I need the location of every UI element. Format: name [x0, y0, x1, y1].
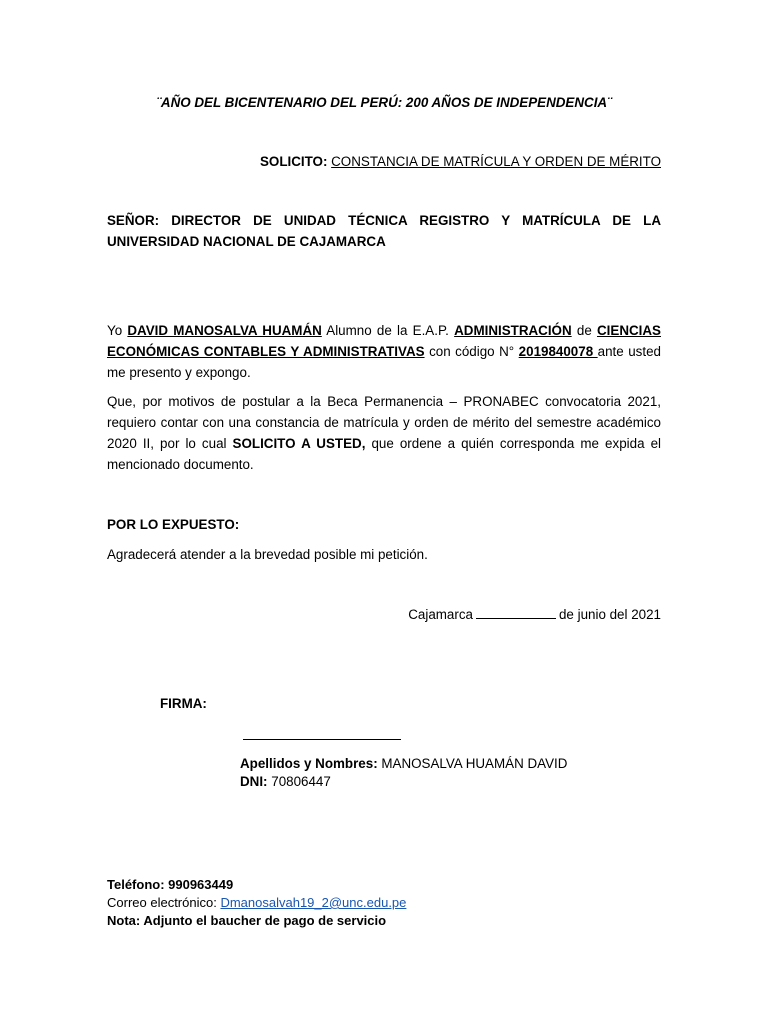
student-name: DAVID MANOSALVA HUAMÁN: [127, 323, 322, 338]
intro-text-5: ante usted me presento y expongo.: [107, 344, 661, 380]
addressee: [107, 210, 661, 252]
solicito-line: [260, 151, 661, 172]
date-city: Cajamarca: [408, 607, 473, 622]
date-line: [408, 604, 661, 625]
expuesto-heading: [107, 514, 239, 535]
solicito-value: CONSTANCIA DE MATRÍCULA Y ORDEN DE MÉRITO: [331, 154, 661, 169]
email-label: Correo electrónico:: [107, 895, 221, 910]
names-label: Apellidos y Nombres:: [240, 756, 378, 771]
email-link[interactable]: Dmanosalvah19_2@unc.edu.pe: [220, 895, 407, 910]
intro-paragraph: [107, 320, 661, 383]
dni-line: [240, 771, 331, 792]
note-value: Adjunto el baucher de pago de servicio: [143, 913, 387, 928]
note-label: Nota:: [107, 913, 144, 928]
intro-text-1: Yo: [107, 323, 128, 338]
dni-label: DNI:: [240, 774, 268, 789]
phone-value: 990963449: [168, 877, 234, 892]
phone-label: Teléfono:: [107, 877, 169, 892]
solicito-label: SOLICITO:: [259, 154, 332, 169]
intro-text-2: Alumno de la E.A.P.: [321, 323, 455, 338]
request-paragraph: [107, 391, 661, 475]
expuesto-text: POR LO EXPUESTO:: [107, 517, 240, 532]
dni-value: 70806447: [267, 774, 331, 789]
thanks-text: Agradecerá atender a la brevedad posible mi petición.: [107, 547, 428, 562]
signature-line: [243, 739, 401, 740]
faculty-name: CIENCIAS ECONÓMICAS CONTABLES Y ADMINISTRATIVAS: [107, 323, 661, 359]
career-name: ADMINISTRACIÓN: [454, 323, 572, 338]
thanks-line: [107, 544, 428, 565]
request-text-2: que ordene a quién corresponda me expida el mencionado documento.: [107, 436, 661, 472]
email-line: [107, 894, 406, 912]
motto-heading: [0, 92, 768, 113]
names-value: MANOSALVA HUAMÁN DAVID: [377, 756, 568, 771]
intro-text-4: con código N°: [424, 344, 519, 359]
request-bold: SOLICITO A USTED,: [232, 436, 366, 451]
date-blank: [476, 605, 556, 619]
request-text-1: Que, por motivos de postular a la Beca Permanencia – PRONABEC convocatoria 2021, requiero contar con una constancia de matrícula y orden de mérito del semestre académico 2020 II, por lo cual: [107, 394, 661, 451]
phone-line: [107, 876, 233, 894]
note-line: [107, 912, 386, 930]
intro-text-3: de: [571, 323, 597, 338]
motto-text: ¨AÑO DEL BICENTENARIO DEL PERÚ: 200 AÑOS DE INDEPENDENCIA¨: [156, 95, 612, 110]
addressee-text: SEÑOR: DIRECTOR DE UNIDAD TÉCNICA REGISTRO Y MATRÍCULA DE LA UNIVERSIDAD NACIONAL DE CAJAMARCA: [107, 213, 661, 249]
firma-label: [160, 693, 207, 714]
date-rest: de junio del 2021: [558, 607, 661, 622]
student-code: 2019840078: [518, 344, 598, 359]
firma-text: FIRMA:: [160, 696, 207, 711]
